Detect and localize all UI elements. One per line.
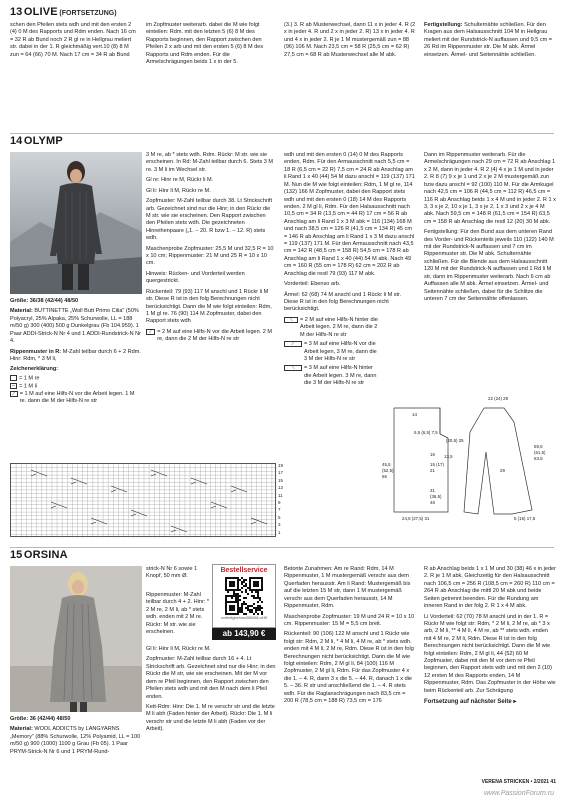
chart-row-number: 7 bbox=[278, 507, 281, 513]
chart-row-number: 5 bbox=[278, 514, 281, 520]
orsina-col-3 bbox=[284, 566, 416, 709]
section-number: 15 bbox=[10, 549, 23, 561]
olymp-c3-p2: Ärmel: 62 (68) 74 M anschl und 1 Rückr li M str. Diese R ist in den folg Berechnungen nicht berücksichtigt. bbox=[284, 291, 402, 313]
olymp-c2-p2: Gl li: Hinr li M, Rückr re M. bbox=[146, 187, 211, 194]
olymp-c3-p1: Vorderteil: Ebenso arb. bbox=[284, 281, 341, 288]
schematic-label: 16 bbox=[430, 452, 435, 457]
schematic-label: 13,5 bbox=[444, 454, 453, 459]
olymp-col-4 bbox=[424, 152, 556, 306]
orsina-c3-p1: Maschenprobe Zopfmuster: 19 M und 24 R = 10 x 10 cm. Rippenmuster: 15 M = 5,5 cm breit. bbox=[284, 613, 415, 627]
section-number: 14 bbox=[10, 135, 23, 147]
legend-cable-5 bbox=[284, 365, 379, 387]
chart-row-number: 11 bbox=[278, 492, 283, 498]
olive-finish-text: Schulternähte schließen. Für den Kragen aus dem Halsausschnitt 104 M in Hellgrau meliert mit der Rundstrick-N auffassen und 9,5 cm = 26 Rd im Rippenmuster str. Die M abk. Ärmel einsetzen. Ärmel- und Seitennähte schließen. bbox=[424, 22, 552, 58]
cable-symbol-icon: ⟋ bbox=[10, 391, 18, 397]
olymp-material-text: BUTTINETTE „Woll Butt Primo Cilia" (50% Polyacryl, 25% Alpaka, 25% Schurwolle, LL = 188 m/50 g) 300 (400) 500 g Dunkelgrau (Fb 104.959). 1 Paar ADDI-Strick-N Nr 4 und 1 ADDI-Rundstrick-N Nr 4. bbox=[10, 308, 141, 345]
section-header-olive bbox=[10, 5, 554, 20]
olymp-c3-p0: wdh und mit den ersten 0 (14) 0 M des Rapports enden, Rdm. Für den Armausschnitt nach 5,5 cm = 18 R (6,5 cm = 22 R) 7,5 cm = 24 R ab Anschlag am li Rand 1 x 40 (44) 54 M dazu anschl = 119 (137) 171 M. Nun die M wie folgt einteilen: Rdm, 1 M gl re, 114 (132) 166 M Zopfmuster, dabei den Rapport stets wdh und mit den ersten 0 (18) 14 M des Rapports enden. 2 M gl li, Rdm. Für den Halsausschnitt nach 10,5 cm = 34 R (13,5 cm = 44 R) 17 cm = 56 R ab Anschlag am li Rand 1 x 3 M abk = 116 (134) 168 M und nach 38,5 cm = 126 R (41,5 cm = 134 R) 45 cm = 146 R ab Anschlag am li Rand 1 x 3 M dazu anschl = 119 (137) 171 M. Für den Armausschnitt nach 43,5 cm = 142 R (48,5 cm = 158 R) 54,5 cm = 178 R ab Anschlag am li Rand 1 x 40 (44) 54 M abk. Nach 49 cm = 160 R (55 cm = 178 R) 62 cm = 202 R ab Anschlag die restl 79 (93) 117 M abk. bbox=[284, 152, 415, 277]
orsina-c2-p2: Zopfmuster: M-Zahl teilbar durch 16 + 4. Lt Strickschrift arb. Gezeichnet sind nur die Hinr; in den Rückr die M str, wie sie erscheinen. Mit der M vor dem re Pfeil beginnen, den Rapport zwischen den Pfeilen stets wdh und mit den M nach dem li Pfeil enden. bbox=[146, 656, 276, 700]
orsina-col-2a bbox=[146, 592, 210, 640]
legend-cable-3 bbox=[284, 317, 379, 339]
page-footer: VERENA STRICKEN • 2/2021 41 bbox=[481, 779, 556, 785]
olymp-c2-p3: Zopfmuster: M-Zahl teilbar durch 38. Lt Strickschrift arb. Gezeichnet sind nur die Hinr; in den Rückr die M str. wie sie erscheinen. Den Rapport zwischen den Pfeilen stets wdh. Die gezeichneten Hinreihenpaare („1. – 20. R bzw 1. – 12. R) stets wdh. bbox=[146, 198, 273, 242]
cable-4-symbol-icon: ⟋ bbox=[284, 341, 302, 347]
olive-col-1: schen den Pfeilen stets wdh und mit den ersten 2 (4) 0 M des Rapports und Rdm enden. Nach 16 cm = 32 R ab Bund noch 2 R gl re in Hellgrau meliert str. dabei in der 1. R gleichmäßig vert.10 (8) 8 M zun = 64 (66) 70 M. Nach 17 cm = 34 R ab Bund bbox=[10, 22, 136, 58]
schematic-label: 31 (36,5) 46 bbox=[430, 488, 442, 505]
olymp-c4-p1: Fertigstellung: Für den Bund aus dem unteren Rand des Vorder- und Rückenteils jeweils 110 (122) 140 M mit der Rundstrick-N auffassen und 7 cm im Rippenmuster str. Die M abk. Schulternähte schließen. Für die Blende aus dem Halsausschnitt 120 M mit der Rundstrick-N auffassen und 1 Rd li M str, dann im Rippenmuster weiterarb. Nach 6 cm ab Auffassen alle M abk. Ärmel einsetzen. Ärmel- und Seitennähte schließen, dabei für die Schlitze die unteren 7 cm der Seitennähte offenlassen. bbox=[424, 229, 554, 303]
price-badge: ab 143,90 € bbox=[212, 628, 276, 640]
section-title: OLIVE bbox=[23, 6, 58, 18]
photo-orsina bbox=[10, 566, 142, 712]
schematic-label: 15 (17) 21 bbox=[430, 462, 444, 473]
orsina-col-2-top: strick-N Nr 6 sowie 1 Knopf, 50 mm Ø. bbox=[146, 566, 198, 580]
section-number: 13 bbox=[10, 6, 23, 18]
schematic-label: 22 (24) 29 bbox=[488, 396, 509, 401]
chart-row-number: 3 bbox=[278, 522, 281, 528]
section-header-orsina bbox=[10, 547, 554, 562]
olymp-rib-text: M-Zahl teilbar durch 6 + 2 Rdm. Hinr: Rdm, * 3 M li, bbox=[10, 348, 141, 362]
schematic-label: 14 bbox=[412, 412, 418, 417]
olive-col-4 bbox=[424, 22, 556, 59]
qr-code-icon[interactable] bbox=[225, 577, 263, 615]
legend-knit-text: = 1 M re bbox=[19, 375, 40, 382]
orsina-c3-p0: Betonte Zunahmen: Am re Rand: Rdm, 14 M Rippenmuster, 1 M mustergemäß verschr aus dem Querfaden herausstr. Am li Rand: Mustergemäß bis auf die letzten 15 M str, dann 1 M mustergemäß verschr aus dem Querfaden herausstr, 14 M Rippenmuster, Rdm. bbox=[284, 566, 411, 610]
schematic-label: 59,5 (61,5) 63,5 bbox=[534, 444, 546, 461]
olymp-sizes: Größe: 36/38 (42/44) 48/50 bbox=[10, 298, 79, 304]
orsina-col-4 bbox=[424, 566, 556, 709]
watermark: www.PassionForum.ru bbox=[483, 789, 554, 797]
chart-row-number: 17 bbox=[278, 470, 284, 476]
orsina-material-title: Material: bbox=[10, 726, 33, 733]
orsina-sizes: Größe: 36 (42/44) 48/50 bbox=[10, 716, 71, 722]
schematic-label: 5 (16) 17,5 bbox=[514, 516, 536, 521]
olymp-c2-p0: 3 M re, ab * stets wdh. Rdm. Rückr: M str. wie sie erscheinen. In Rd: M-Zahl teilbar durch 6. Stets 3 M re. 3 M li im Wechsel str. bbox=[146, 152, 274, 173]
olymp-col-3 bbox=[284, 152, 416, 388]
olymp-col-1 bbox=[10, 298, 142, 405]
garment-schematic bbox=[382, 392, 558, 542]
cable-cross-mark bbox=[211, 502, 227, 508]
olive-finish-title: Fertigstellung: bbox=[424, 22, 463, 28]
purl-symbol-icon: – bbox=[10, 383, 17, 389]
legend-cable-4-text: = 3 M auf eine Hilfs-N vor die Arbeit legen, 3 M re, dann die 3 M der Hilfs-N re str bbox=[304, 341, 377, 362]
cable-5-symbol-icon: ⟍ bbox=[284, 365, 302, 371]
continuation-label: (FORTSETZUNG) bbox=[59, 10, 117, 17]
orsina-c2-p1: Gl li: Hinr li M, Rückr re M. bbox=[146, 646, 211, 652]
chart-row-number: 19 bbox=[278, 463, 284, 468]
legend-cable-5-text: = 3 M auf eine Hilfs-N hinter die Arbeit legen. 3 M re, dann die 3 M der Hilfs-N re str bbox=[304, 365, 377, 387]
olymp-c4-p0: Dann im Rippenmuster weiterarb. Für die Armelschrägungen nach 29 cm = 72 R ab Anschlag 1 x 2 M, dann in jeder 4. R 2 (4) 4 x je 1 M und in jeder 2. R 8 (7) 9 x je 1 und 2 x je 2 M mustergemäß zun bzw dazu anschl = 92 (100) 110 M. Für die Armkugel nach 42,5 cm = 106 R (44,5 cm = 112 R) 46,5 cm = 116 R ab Anschlag beids 1 x 4 M und in jeder 2. R 1 x 3, 3 x je 2, 10 x je 1, 3 x je 2, 1 x 3 und 2 x je 4 M abk. Nach 59,5 cm = 148 R (61,5 cm = 154 R) 63,5 cm = 158 R ab Anschlag die restl 12 (20) 30 M abk. bbox=[424, 152, 556, 225]
legend-cable-text: = 1 M auf eine Hilfs-N vor die Arbeit legen. 1 M re. dann die M der Hilfs-N re str bbox=[19, 390, 135, 404]
cable-cross-mark bbox=[231, 486, 247, 492]
section-title: ORSINA bbox=[23, 549, 68, 561]
schematic-label: 24,5 (27,5) 31 bbox=[402, 516, 430, 521]
legend-purl bbox=[10, 383, 142, 391]
knitting-chart bbox=[10, 463, 276, 537]
orsina-c4-p1: Li Vorderteil: 62 (70) 78 M anschl und in der 1. R = Rückr M wie folgt str: Rdm, * 2 M li, 2 M re, ab * 3 x arb, 2 M li, ** 4 M li, 4 M re, ab ** stets wdh. enden mit 4 M re, 2 M li, Rdm. Diese R ist in den folg Berechnungen nicht berücksichtigt. Dann die M wie folgt einteilen: Rdm, 2 M gl li, 44 (52) 60 M Zopfmuster, dabei mit den M vor dem re Pfeil beginnen, den Rapport stets wdh und mit den 2 (10) 12 ersten M des Rapports enden, 14 M Rippenmuster, Rdm. Das Zopfmuster in der Höhe wie beim Rückenteil arb. Zur Schrägung bbox=[424, 613, 556, 694]
schematic-label: 45,5 (52,5) 66 bbox=[382, 462, 394, 479]
chart-row-numbers bbox=[276, 463, 288, 537]
schematic-label: 5,5 (6,5) 7,5 bbox=[414, 430, 438, 435]
continued-next-page: Fortsetzung auf nächster Seite ▸ bbox=[424, 699, 517, 706]
orsina-c2-p0: Rippenmuster: M-Zahl teilbar durch 4 + 2. Hinr: * 2 M re, 2 M li, ab * stets wdh. enden mit 2 M re. Rückr: M str. wie sie erscheinen. bbox=[146, 592, 210, 636]
legend-cable-2 bbox=[146, 329, 276, 344]
legend-cable-2-text: = 2 M auf eine Hilfs-N vor die Arbeit legen. 2 M re, dann die 2 M der Hilfs-N re str bbox=[157, 328, 273, 343]
orsina-c4-p0: R ab Anschlag beids 1 x 1 M und 30 (38) 46 x in jeder 2. R je 1 M abk. Gleichzeitig für den Halsausschnitt nach 106,5 cm = 256 R (108,5 cm = 260 R) 110 cm = 264 R ab Anschlag die mittl 20 M abk und beide Seiten getrennt beenden. Für die Rundung am inneren Rand in der folg 2. R 1 x 4 M abk. bbox=[424, 566, 556, 610]
schematic-label: 29 bbox=[500, 468, 505, 473]
olymp-legend-title: Zeichenerklärung: bbox=[10, 366, 59, 373]
legend-purl-text: = 1 M li bbox=[19, 383, 38, 390]
olymp-c2-p6: Rückenteil: 79 (93) 117 M anschl und 1 Rückr li M str. Diese R ist in den folg Berechnungen nicht berücksichtigt. Dann die M wie folgt einteilen: Rdm, 1 M gl re. 76 (90) 114 M Zopfmuster, dabei den Rapport stets wdh bbox=[146, 288, 272, 325]
order-service-box[interactable] bbox=[212, 564, 276, 628]
cable-cross-mark bbox=[51, 502, 67, 508]
cable-2-symbol-icon: ⟋ bbox=[146, 329, 155, 335]
section-title: OLYMP bbox=[23, 135, 63, 147]
legend-knit bbox=[10, 375, 142, 383]
orsina-material-text: WOOL ADDICTS by LANGYARNS „Memory" (88% Schurwolle, 12% Polyamid, LL = 100 m/50 g) 900 (1000) 1100 g Grau (Fb 05). 1 Paar PRYM-Strick-N Nr 6 und 1 PRYM-Rund- bbox=[10, 726, 141, 755]
service-title: Bestellservice bbox=[220, 567, 268, 574]
legend-cable-3-text: = 2 M auf eine Hilfs-N hinter die Arbeit legen. 2 M re, dann die 2 M der Hilfs-N re str bbox=[300, 316, 378, 338]
photo-olymp bbox=[10, 152, 142, 294]
orsina-col-1 bbox=[10, 716, 142, 759]
olymp-c2-p4: Maschenprobe Zopfmuster: 25,5 M und 32,5 R = 10 x 10 cm; Rippenmuster: 21 M und 25 R = 10 x 10 cm. bbox=[146, 245, 274, 267]
olymp-c2-p1: Gl re: Hinr re M, Rückr li M. bbox=[146, 177, 214, 184]
schematic-label: (20,5) 25 bbox=[446, 438, 464, 443]
olive-col-2: im Zopfmuster weiterarb. dabei die M wie folgt einteilen: Rdm. mit den letzten 5 (6) 8 M des Rapports beginnen, den Rapport zwischen den Pfeilen 2 x arb und mit den ersten 5 (6) 8 M des Rapports und Rdm enden. Für die Armelschrägungen beids 1 x in der 5. bbox=[146, 22, 264, 66]
chart-row-number: 1 bbox=[278, 529, 281, 535]
service-url[interactable]: vorfertigbeh/es065066-oHS bbox=[220, 616, 268, 621]
cable-3-symbol-icon: ⟍ bbox=[284, 317, 298, 323]
olymp-col-2 bbox=[146, 152, 276, 344]
legend-cable bbox=[10, 391, 142, 406]
section-header-olymp bbox=[10, 133, 554, 148]
olymp-material-title: Material: bbox=[10, 308, 33, 315]
olymp-c2-p5: Hinweis: Rücken- und Vorderteil werden quergestrickt. bbox=[146, 270, 245, 285]
orsina-c2-p3: Kett-Rdm: Hinr: Die 1. M re verschr str und die letzte M li abh (Faden hinter der Arbeit). Rückr: Die 1. M li verschr str und die letzte M li abh (Faden vor der Arbeit). bbox=[146, 703, 275, 733]
legend-cable-4 bbox=[284, 341, 379, 363]
chart-row-number: 9 bbox=[278, 500, 281, 505]
chart-row-number: 13 bbox=[278, 485, 284, 491]
olive-col-3: (3.) 3. R ab Musterwechsel, dann 11 x in jeder 4. R (2 x in jeder 4. R und 2 x in jeder 2. R) 13 x in jeder 4. R und 4 x in jeder 2. R je 1 M mustergemäß zun = 88 (96) 106 M. Nach 23,5 cm = 58 R (25,5 cm = 62 R) 27,5 cm = 68 R ab Musterwechsel alle M abk. bbox=[284, 22, 416, 58]
knit-symbol-icon bbox=[10, 375, 17, 381]
olymp-rib-title: Rippenmuster in R: bbox=[10, 348, 62, 355]
orsina-c3-p2: Rückenteil: 90 (106) 122 M anschl und 1 Rückr wie folgt str: Rdm, 2 M li, * 4 M li, 4 M re, ab * stets wdh. enden mit 4 M li, 2 M re, Rdm. Diese R ist in den folg Berechnungen nicht berücksichtigt. Dann die M wie folgt einteilen: Rdm, 2 M gl li, 84 (100) 116 M Zopfmuster, 2 M gl li, Rdm. Für das Zopfmuster 4 x die 1. – 4. R, dann 3 x die 5. – 44. R, danach 1 x die 5. – 36. R str und anschließend die 1. – 4. R stets wdh. Für die Raglanschrägungen nach 83,5 cm = 200 R (78,5 cm = 188 R) 73,5 cm = 176 bbox=[284, 631, 414, 705]
orsina-col-2b bbox=[146, 646, 276, 737]
chart-row-number: 15 bbox=[278, 477, 284, 483]
